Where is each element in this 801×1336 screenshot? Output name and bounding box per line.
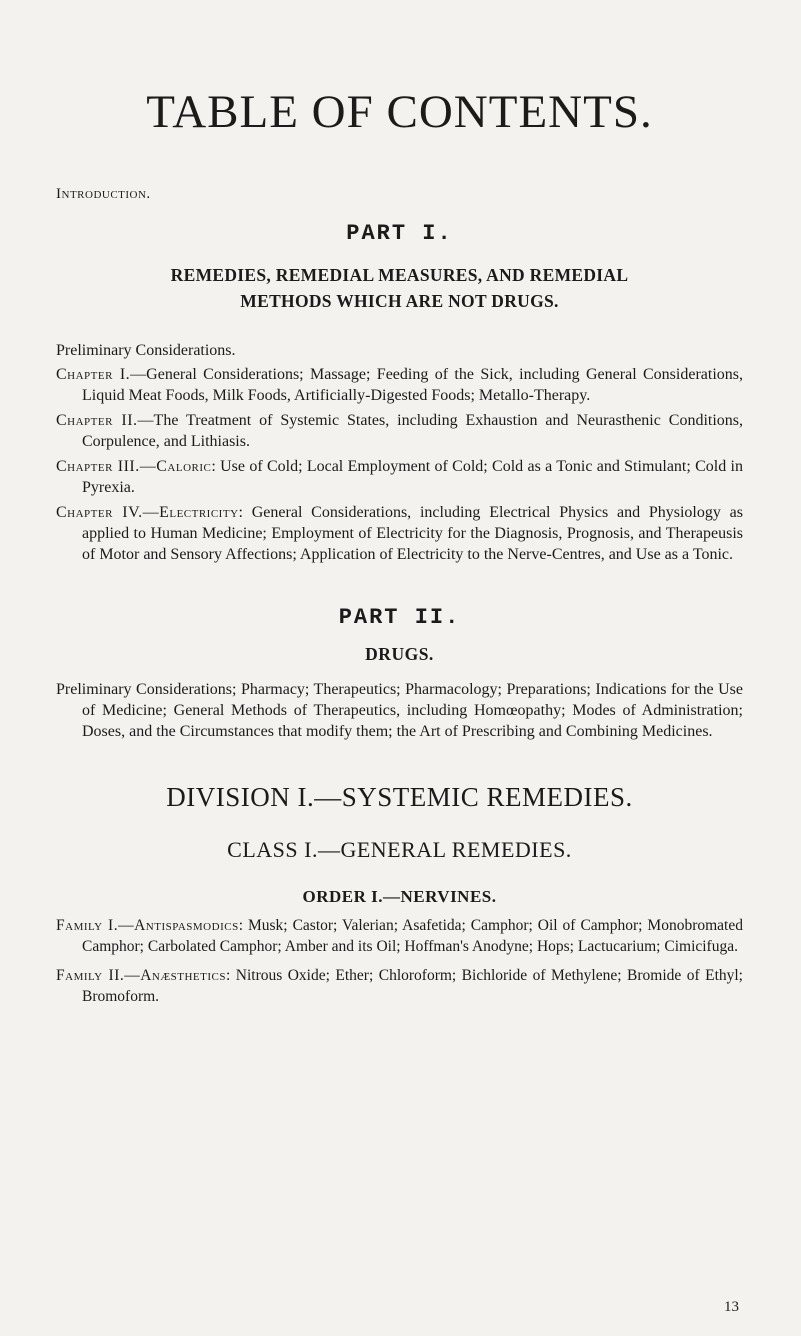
chapter-text: —The Treatment of Systemic States, including Exhaustion and Neurasthenic Conditions, Corpulence, and Lithiasis. <box>82 412 744 450</box>
family-text: : Musk; Castor; Valerian; Asafetida; Camphor; Oil of Camphor; Monobromated Camphor; Carbolated Camphor; Amber and its Oil; Hoffman's Anodyne; Hops; Lactucarium; Cimicifuga. <box>82 917 743 955</box>
part2-subtitle: DRUGS. <box>365 644 434 664</box>
chapter-label: Chapter I. <box>56 366 131 383</box>
part2-heading: PART II. <box>338 605 461 630</box>
chapter-label: Chapter III. <box>56 458 140 475</box>
chapter-label: Chapter IV. <box>56 504 143 521</box>
family-label: Family I.—Antispasmodics <box>56 917 239 934</box>
part1-subtitle-line2: METHODS WHICH ARE NOT DRUGS. <box>240 291 559 311</box>
chapter-subject: —Caloric <box>139 458 212 475</box>
part1-heading: PART I. <box>346 221 453 246</box>
page-title: TABLE OF CONTENTS. <box>146 86 653 138</box>
chapter-text: : Use of Cold; Local Employment of Cold; Cold as a Tonic and Stimulant; Cold in Pyrexia. <box>82 458 744 496</box>
family-text: : Nitrous Oxide; Ether; Chloroform; Bichloride of Methylene; Bromide of Ethyl; Bromoform. <box>82 967 743 1005</box>
chapter-subject: —Electricity <box>142 504 239 521</box>
introduction-entry: Introduction. <box>56 186 151 202</box>
part2-body: Preliminary Considerations; Pharmacy; Therapeutics; Pharmacology; Preparations; Indications for the Use of Medicine; General Methods of Therapeutics, including Homœopathy; Modes of Administration; Doses, and the Circumstances that modify them; the Art of Prescribing and Combining Medicines. <box>56 681 743 740</box>
family-label: Family II.—Anæsthetics <box>56 967 226 984</box>
page-number: 13 <box>724 1299 739 1315</box>
class-heading: CLASS I.—GENERAL REMEDIES. <box>227 837 572 862</box>
division-heading: DIVISION I.—SYSTEMIC REMEDIES. <box>166 782 633 812</box>
family-entry-2 <box>56 965 743 1007</box>
chapter-entry-3 <box>56 456 743 498</box>
family-entry-1 <box>56 915 743 957</box>
part1-preliminary: Preliminary Considerations. <box>56 342 236 359</box>
part1-subtitle <box>56 262 743 314</box>
chapter-text: —General Considerations; Massage; Feeding of the Sick, including General Considerations, Liquid Meat Foods, Milk Foods, Artificially-Digested Foods; Metallo-Therapy. <box>82 366 744 404</box>
order-heading: ORDER I.—NERVINES. <box>302 887 497 906</box>
chapter-text: : General Considerations, including Electrical Physics and Physiology as applied to Human Medicine; Employment of Electricity for the Diagnosis, Prognosis, and Therapeusis of Motor and Sensory Affections; Application of Electricity to the Nerve-Centres, and Use as a Tonic. <box>82 504 744 563</box>
chapter-entry-1 <box>56 364 743 406</box>
chapter-entry-4 <box>56 502 743 565</box>
chapter-entry-2 <box>56 410 743 452</box>
part1-subtitle-line1: REMEDIES, REMEDIAL MEASURES, AND REMEDIAL <box>170 265 629 285</box>
chapter-label: Chapter II. <box>56 412 138 429</box>
